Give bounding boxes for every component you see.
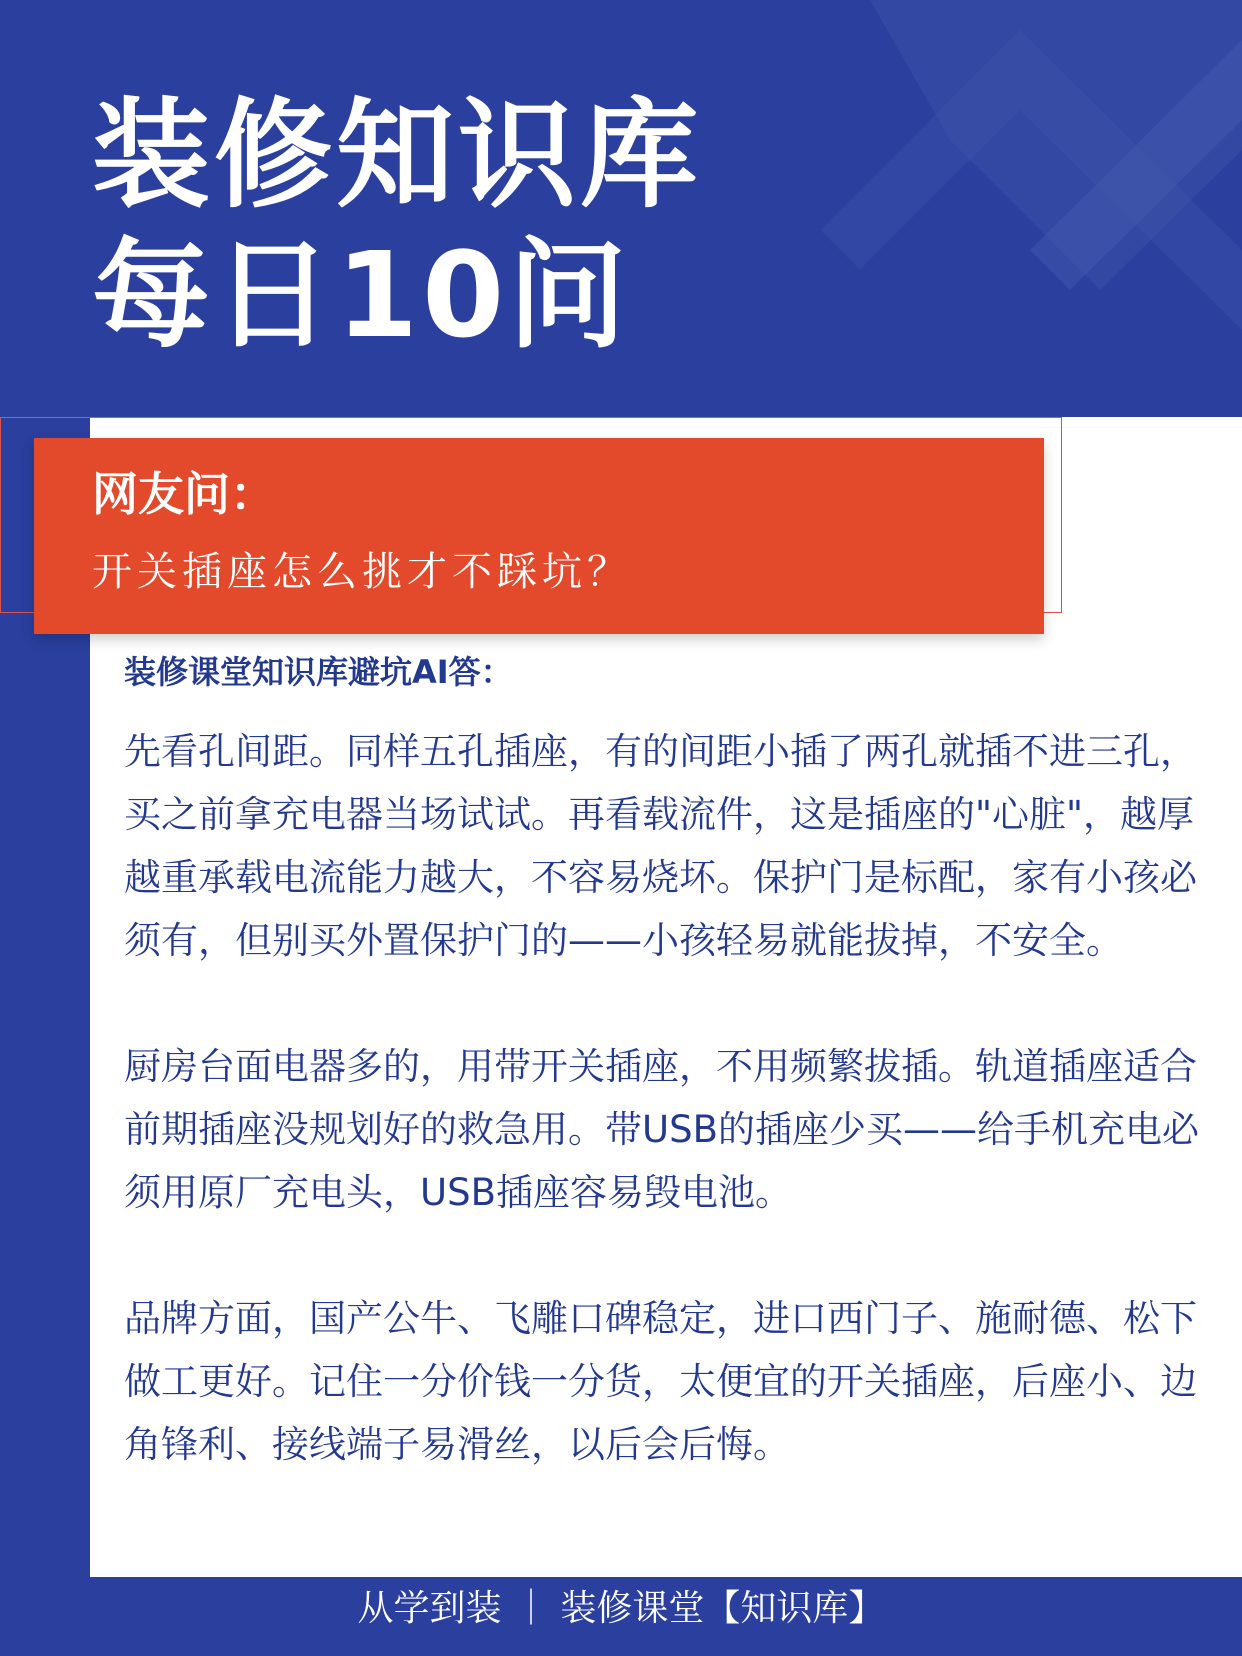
question-label: 网友问： — [92, 467, 276, 521]
answer-paragraph: 品牌方面，国产公牛、飞雕口碑稳定，进口西门子、施耐德、松下做工更好。记住一分价钱一分货，太便宜的开关插座，后座小、边角锋利、接线端子易滑丝，以后会后悔。 — [124, 1297, 1197, 1466]
answer-body — [124, 720, 1216, 1476]
answer-paragraph: 先看孔间距。同样五孔插座，有的间距小插了两孔就插不进三孔，买之前拿充电器当场试试。再看载流件，这是插座的"心脏"，越厚越重承载电流能力越大，不容易烧坏。保护门是标配，家有小孩必须有，但别买外置保护门的——小孩轻易就能拔掉，不安全。 — [124, 730, 1197, 962]
title-line-1: 装修知识库 — [92, 86, 703, 224]
question-text: 开关插座怎么挑才不踩坑？ — [92, 549, 632, 595]
title-line-2: 每日10问 — [92, 226, 631, 364]
answer-paragraph: 厨房台面电器多的，用带开关插座，不用频繁拔插。轨道插座适合前期插座没规划好的救急用。带USB的插座少买——给手机充电必须用原厂充电头，USB插座容易毁电池。 — [124, 1045, 1199, 1214]
footer-text: 从学到装 ｜ 装修课堂【知识库】 — [357, 1588, 885, 1629]
question-box — [34, 438, 1044, 634]
answer-label: 装修课堂知识库避坑AI答： — [124, 653, 513, 691]
page-title — [92, 85, 702, 365]
